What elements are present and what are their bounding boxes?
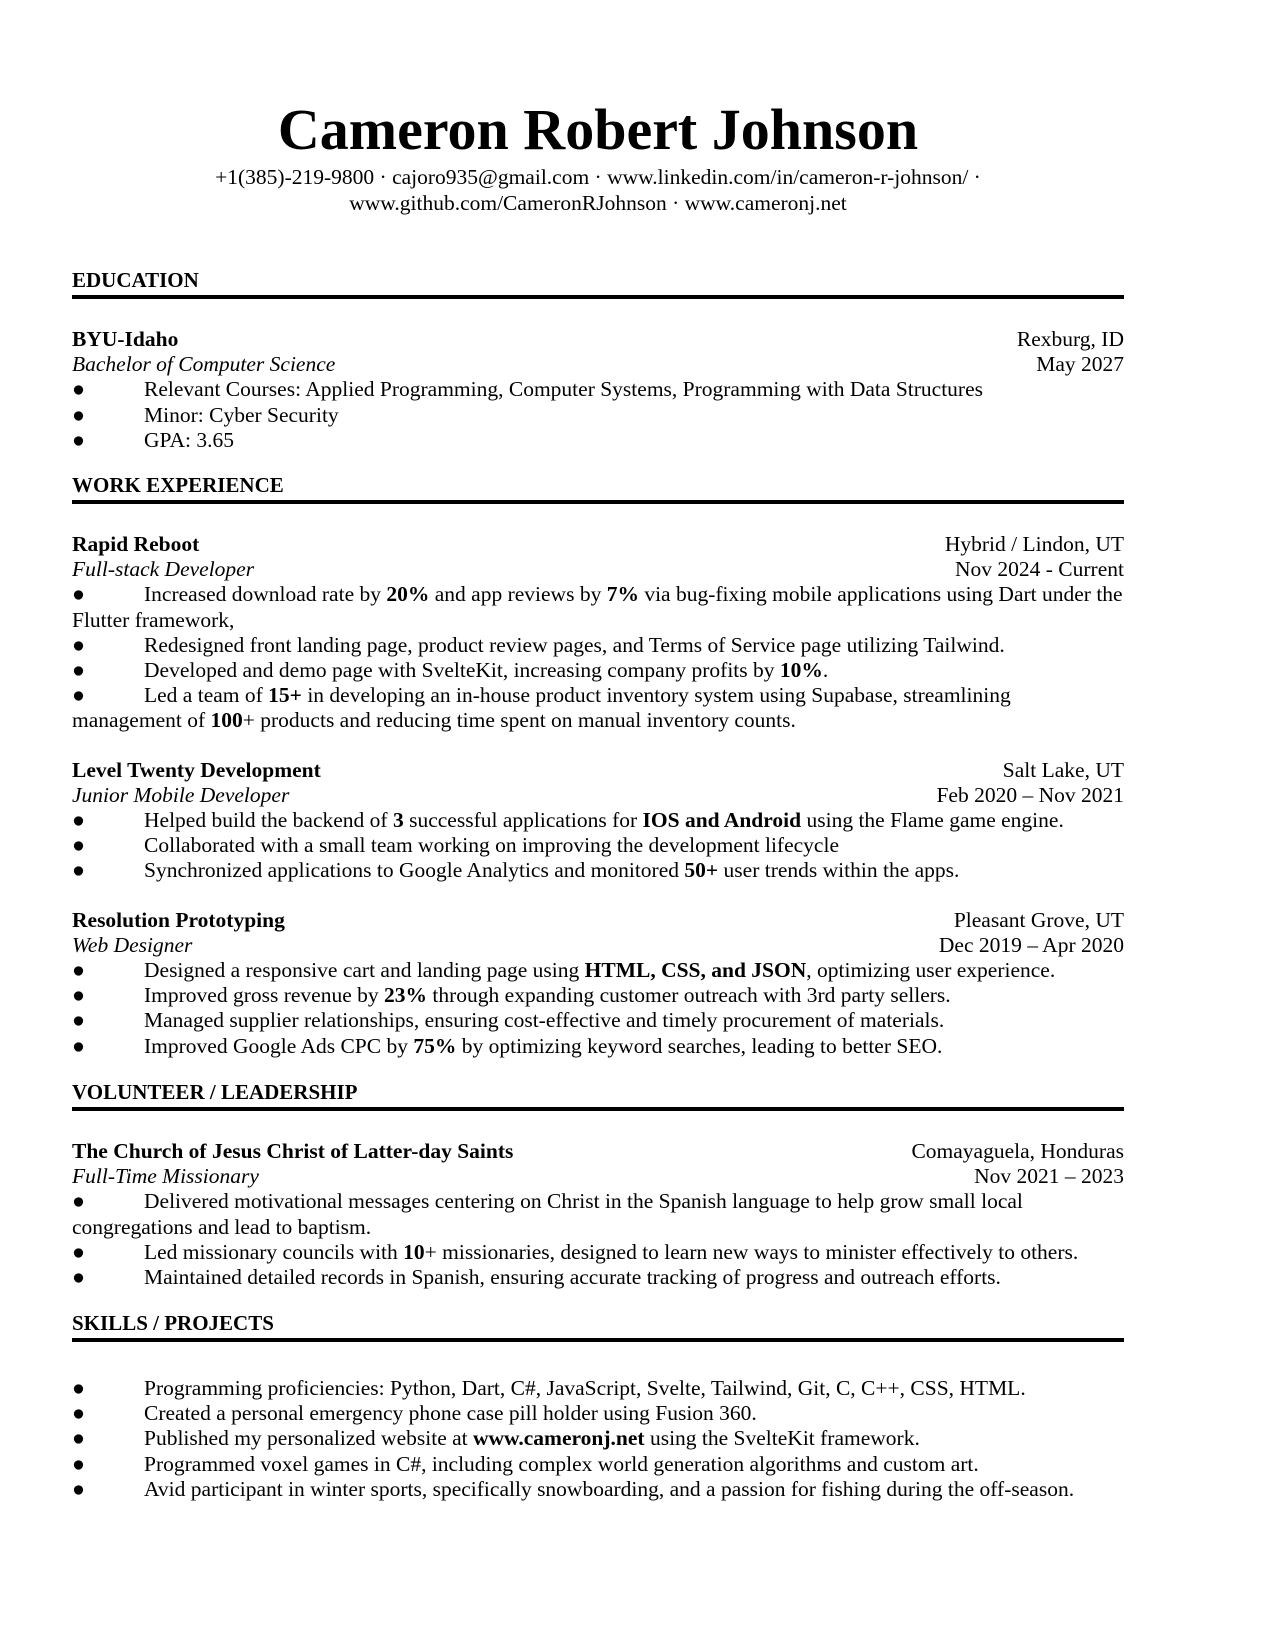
section-title: EDUCATION <box>72 268 199 292</box>
volunteer-dates: Nov 2021 – 2023 <box>974 1164 1124 1189</box>
bullet-text: Created a personal emergency phone case pill holder using Fusion 360. <box>144 1401 757 1426</box>
bullet-glyph: ● <box>72 402 85 427</box>
bullet-glyph: ● <box>72 808 85 833</box>
job-location: Salt Lake, UT <box>1002 757 1124 782</box>
bullet-glyph: ● <box>72 1451 85 1476</box>
bullet-text: Designed a responsive cart and landing page using <box>144 958 585 983</box>
job-location: Hybrid / Lindon, UT <box>944 532 1124 556</box>
company-name: Rapid Reboot <box>72 532 200 556</box>
bullet-glyph: ● <box>72 958 85 983</box>
bullet-emphasis: 10 <box>403 1239 425 1264</box>
bullet-text: Improved gross revenue by <box>144 983 385 1008</box>
applicant-name: Cameron Robert Johnson <box>277 97 919 162</box>
bullet-emphasis: 23% <box>384 983 428 1008</box>
work-section <box>72 473 1124 1059</box>
bullet-text: Redesigned front landing page, product review pages, and Terms of Service page utilizing Tailwind. <box>144 632 1005 657</box>
bullet-glyph: ● <box>72 833 85 858</box>
bullet-text: Avid participant in winter sports, specifically snowboarding, and a passion for fishing during the off-season. <box>144 1476 1075 1501</box>
company-name: Level Twenty Development <box>72 757 321 782</box>
bullet-item <box>72 428 1124 453</box>
bullet-emphasis: 20% <box>386 582 430 607</box>
bullet-text: Relevant Courses: Applied Programming, Computer Systems, Programming with Data Structures <box>144 377 984 402</box>
bullet-item <box>72 633 1124 658</box>
education-section <box>72 268 1124 453</box>
bullet-text: by optimizing keyword searches, leading to better SEO. <box>456 1033 943 1058</box>
bullet-item <box>72 1265 1124 1290</box>
bullet-emphasis: 100 <box>210 708 243 733</box>
entry-header <box>72 908 1124 933</box>
bullet-text: + products and reducing time spent on manual inventory counts. <box>242 708 796 733</box>
bullet-glyph: ● <box>72 658 85 683</box>
bullet-emphasis: 75% <box>413 1033 457 1058</box>
resume-page <box>72 0 1124 1501</box>
section-title: VOLUNTEER / LEADERSHIP <box>72 1080 358 1104</box>
bullet-item <box>72 403 1124 428</box>
bullet-glyph: ● <box>72 683 85 708</box>
contact-line-1: +1(385)-219-9800 · cajoro935@gmail.com · www.linkedin.com/in/cameron-r-johnson/ · <box>215 165 981 189</box>
bullet-item <box>72 582 1124 632</box>
bullet-emphasis: 15+ <box>268 683 302 708</box>
bullet-text: Synchronized applications to Google Analytics and monitored <box>144 858 685 883</box>
job-bullets <box>72 958 1124 1059</box>
section-title: WORK EXPERIENCE <box>72 473 284 497</box>
bullet-item <box>72 1401 1124 1426</box>
bullet-item <box>72 833 1124 858</box>
bullet-text: Delivered motivational messages centering on Christ in the Spanish language to help grow small local congregations and lead to baptism. <box>72 1189 1023 1239</box>
bullet-text: user trends within the apps. <box>718 858 960 883</box>
bullet-text: successful applications for <box>403 808 643 833</box>
organization-location: Comayaguela, Honduras <box>911 1139 1124 1163</box>
bullet-glyph: ● <box>72 858 85 883</box>
job-title: Full-stack Developer <box>72 557 255 582</box>
bullet-text: via bug-fixing mobile applications using Dart under the Flutter framework, <box>72 582 1123 632</box>
job-dates: Dec 2019 – Apr 2020 <box>938 932 1124 957</box>
bullet-glyph: ● <box>72 1265 85 1290</box>
degree: Bachelor of Computer Science <box>72 352 336 377</box>
bullet-glyph: ● <box>72 632 85 657</box>
job-location: Pleasant Grove, UT <box>953 907 1124 932</box>
bullet-text: Programmed voxel games in C#, including complex world generation algorithms and custom art. <box>144 1451 979 1476</box>
bullet-text: Maintained detailed records in Spanish, ensuring accurate tracking of progress and outreach efforts. <box>144 1265 1001 1290</box>
bullet-item <box>72 1376 1124 1401</box>
job-entry <box>72 532 1124 734</box>
job-entry <box>72 908 1124 1059</box>
entry-header <box>72 532 1124 557</box>
company-name: Resolution Prototyping <box>72 907 285 932</box>
contact-line-2: www.github.com/CameronRJohnson · www.cameronj.net <box>349 191 847 215</box>
volunteer-section <box>72 1080 1124 1290</box>
bullet-text: Improved Google Ads CPC by <box>144 1033 414 1058</box>
bullet-glyph: ● <box>72 377 85 402</box>
job-dates: Feb 2020 – Nov 2021 <box>936 782 1124 807</box>
bullet-text: in developing an in-house product inventory system using Supabase, streamlining management of <box>72 683 1011 733</box>
job-bullets <box>72 808 1124 884</box>
job-dates: Nov 2024 - Current <box>955 557 1124 582</box>
bullet-emphasis: www.cameronj.net <box>473 1426 645 1451</box>
bullet-emphasis: 7% <box>606 582 639 607</box>
bullet-item <box>72 1240 1124 1265</box>
bullet-text: Minor: Cyber Security <box>144 402 339 427</box>
skills-section <box>72 1311 1124 1502</box>
bullet-emphasis: 50+ <box>684 858 719 883</box>
bullet-text: Published my personalized website at <box>144 1426 473 1451</box>
bullet-emphasis: 3 <box>392 808 404 833</box>
bullet-text: , optimizing user experience. <box>806 958 1056 983</box>
bullet-text: Programming proficiencies: Python, Dart, C#, JavaScript, Svelte, Tailwind, Git, C, C++, CSS, HTML. <box>144 1376 1026 1400</box>
bullet-glyph: ● <box>72 582 85 607</box>
bullet-text: Collaborated with a small team working on improving the development lifecycle <box>144 833 839 858</box>
job-title: Junior Mobile Developer <box>72 782 290 807</box>
entry-subheader <box>72 352 1124 377</box>
bullet-text: Helped build the backend of <box>144 808 393 833</box>
education-bullets <box>72 377 1124 453</box>
bullet-item <box>72 1426 1124 1451</box>
bullet-item <box>72 377 1124 402</box>
bullet-text: Increased download rate by <box>144 582 387 607</box>
bullet-emphasis: IOS and Android <box>642 808 802 833</box>
skills-bullets <box>72 1376 1124 1502</box>
bullet-item <box>72 1034 1124 1059</box>
bullet-emphasis: HTML, CSS, and JSON <box>584 958 807 983</box>
bullet-glyph: ● <box>72 1189 85 1214</box>
bullet-text: . <box>822 658 829 683</box>
bullet-glyph: ● <box>72 1401 85 1426</box>
job-entry <box>72 758 1124 884</box>
bullet-text: using the SvelteKit framework. <box>644 1426 920 1451</box>
institution-name: BYU-Idaho <box>72 327 179 351</box>
job-bullets <box>72 582 1124 733</box>
bullet-item <box>72 858 1124 883</box>
bullet-glyph: ● <box>72 983 85 1008</box>
bullet-glyph: ● <box>72 1008 85 1033</box>
bullet-text: + missionaries, designed to learn new ways to minister effectively to others. <box>424 1239 1079 1264</box>
graduation-date: May 2027 <box>1036 352 1124 377</box>
bullet-glyph: ● <box>72 1239 85 1264</box>
job-title: Web Designer <box>72 932 193 957</box>
bullet-text: Developed and demo page with SvelteKit, increasing company profits by <box>144 658 780 683</box>
section-title: SKILLS / PROJECTS <box>72 1311 274 1335</box>
bullet-text: GPA: 3.65 <box>144 427 235 452</box>
bullet-item <box>72 683 1124 733</box>
bullet-text: Managed supplier relationships, ensuring cost-effective and timely procurement of materials. <box>144 1008 945 1033</box>
entry-header <box>72 758 1124 783</box>
bullet-glyph: ● <box>72 1426 85 1451</box>
bullet-item <box>72 658 1124 683</box>
volunteer-role: Full-Time Missionary <box>72 1164 259 1189</box>
bullet-text: Led missionary councils with <box>144 1239 404 1264</box>
bullet-text: through expanding customer outreach with 3rd party sellers. <box>427 983 951 1008</box>
entry-subheader <box>72 1164 1124 1189</box>
institution-location: Rexburg, ID <box>1016 327 1124 351</box>
volunteer-bullets <box>72 1189 1124 1290</box>
entry-subheader <box>72 783 1124 808</box>
bullet-text: using the Flame game engine. <box>801 808 1064 833</box>
bullet-item <box>72 1477 1124 1502</box>
bullet-text: and app reviews by <box>429 582 607 607</box>
bullet-item <box>72 958 1124 983</box>
bullet-item <box>72 1452 1124 1477</box>
bullet-item <box>72 1189 1124 1239</box>
entry-subheader <box>72 933 1124 958</box>
bullet-glyph: ● <box>72 1376 85 1400</box>
bullet-glyph: ● <box>72 427 85 452</box>
bullet-glyph: ● <box>72 1476 85 1501</box>
resume-header <box>72 0 1124 216</box>
bullet-emphasis: 10% <box>779 658 823 683</box>
bullet-glyph: ● <box>72 1033 85 1058</box>
entry-subheader <box>72 557 1124 582</box>
bullet-text: Led a team of <box>144 683 269 708</box>
entry-header <box>72 327 1124 352</box>
bullet-item <box>72 983 1124 1008</box>
bullet-item <box>72 1008 1124 1033</box>
entry-header <box>72 1139 1124 1164</box>
bullet-item <box>72 808 1124 833</box>
organization-name: The Church of Jesus Christ of Latter-day Saints <box>72 1139 514 1163</box>
